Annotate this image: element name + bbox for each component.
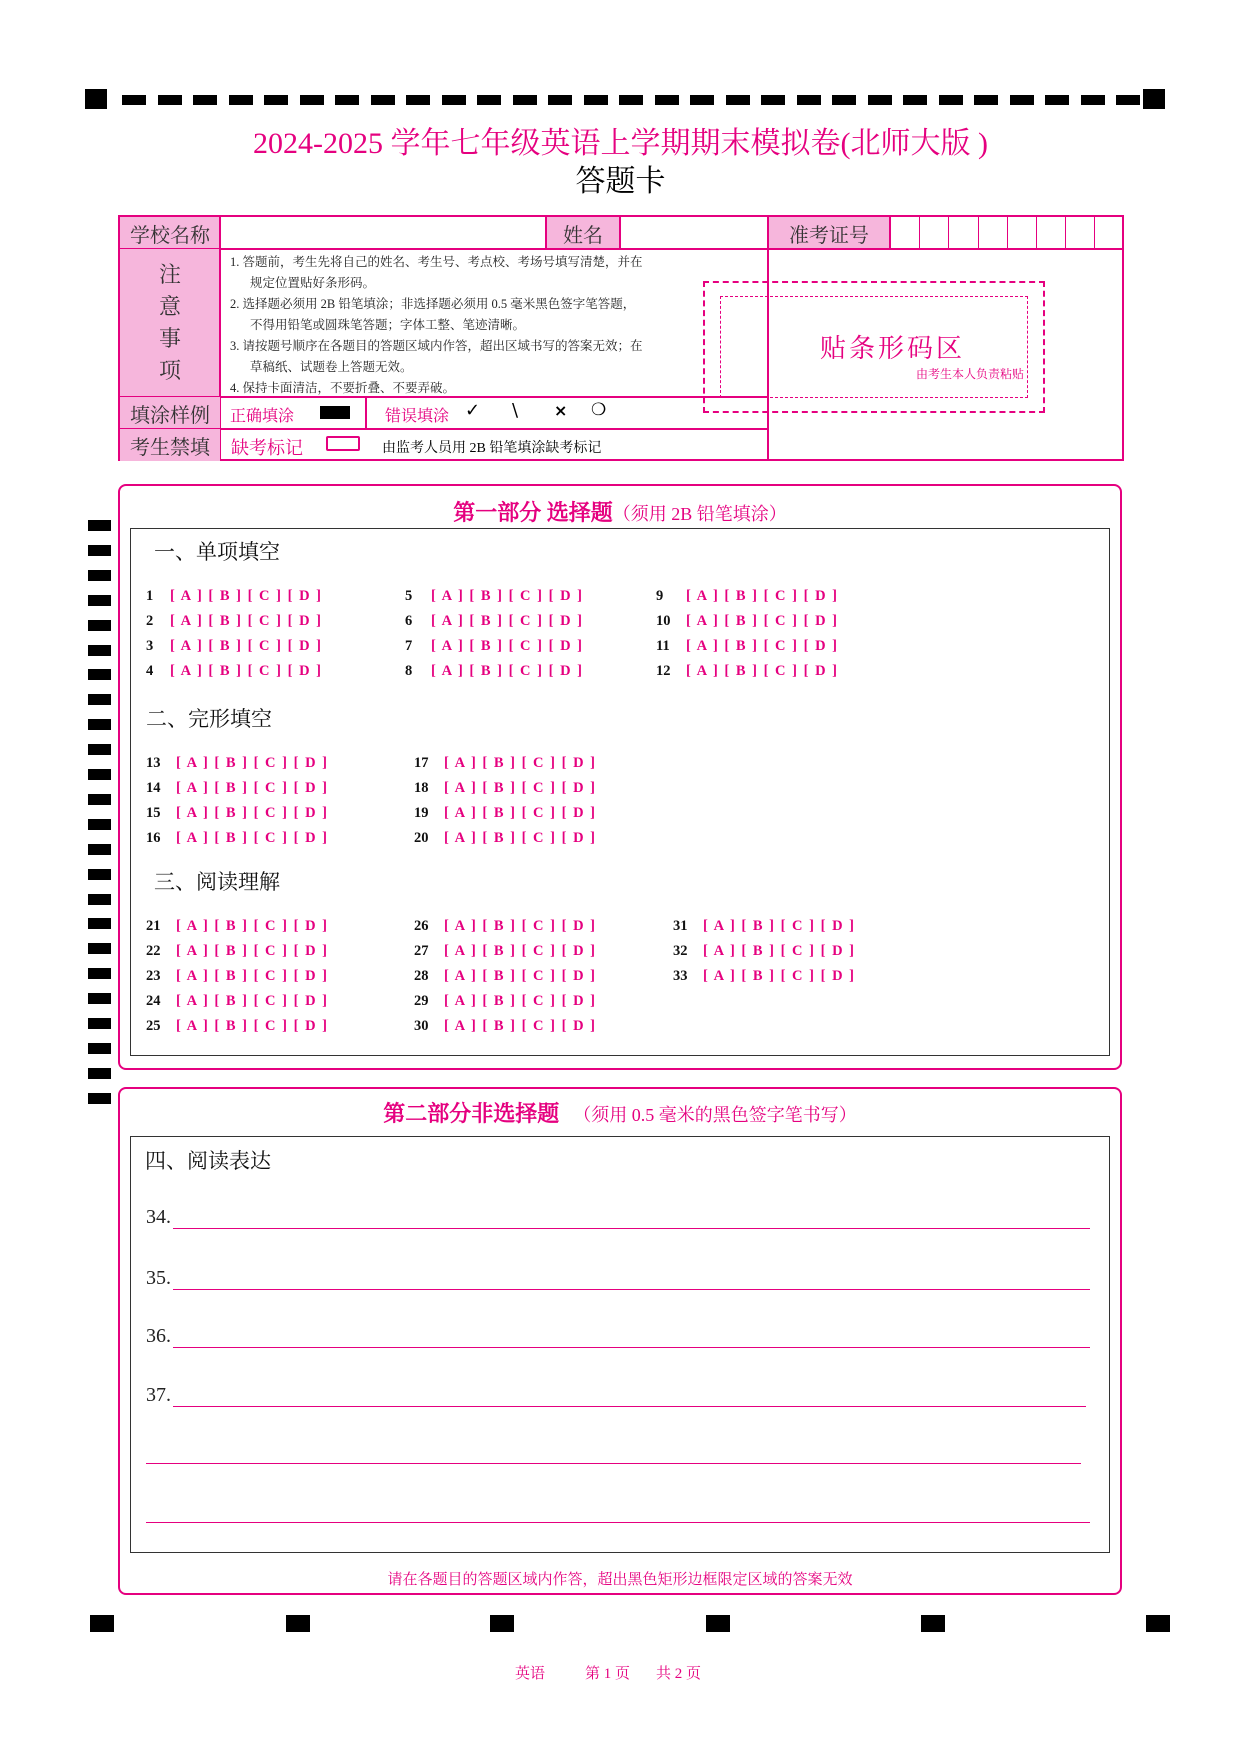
answer-options[interactable]: [ A ] [ B ] [ C ] [ D ] — [176, 779, 329, 796]
dash-mark — [406, 95, 430, 105]
wrong-mark-check-icon: ✓ — [465, 400, 481, 421]
side-mark — [88, 894, 111, 905]
side-mark — [88, 918, 111, 929]
dash-mark — [619, 95, 643, 105]
corner-mark — [1143, 89, 1165, 109]
answer-label-37: 37. — [146, 1384, 171, 1406]
question-row — [414, 1018, 597, 1035]
side-mark — [88, 869, 111, 880]
question-row — [673, 943, 856, 960]
side-mark — [88, 694, 111, 705]
question-number: 32 — [673, 942, 688, 959]
question-row — [656, 638, 839, 655]
correct-fill-label: 正确填涂 — [230, 408, 295, 425]
wrong-mark-circle-icon: ❍ — [591, 400, 607, 420]
dash-mark — [300, 95, 324, 105]
dash-mark — [974, 95, 998, 105]
question-number: 16 — [146, 829, 161, 846]
notes-label: 注 意 事 项 — [120, 249, 220, 397]
answer-options[interactable]: [ A ] [ B ] [ C ] [ D ] — [444, 829, 597, 846]
dash-mark — [264, 95, 288, 105]
question-number: 20 — [414, 829, 429, 846]
side-mark — [88, 595, 111, 606]
question-row — [146, 918, 329, 935]
dash-mark — [584, 95, 608, 105]
question-number: 27 — [414, 942, 429, 959]
dash-mark — [1045, 95, 1069, 105]
question-row — [656, 663, 839, 680]
side-mark — [88, 943, 111, 954]
answer-options[interactable]: [ A ] [ B ] [ C ] [ D ] — [431, 662, 584, 679]
question-number: 3 — [146, 637, 154, 654]
question-row — [146, 993, 329, 1010]
side-mark — [88, 844, 111, 855]
answer-options[interactable]: [ A ] [ B ] [ C ] [ D ] — [686, 637, 839, 654]
answer-options[interactable]: [ A ] [ B ] [ C ] [ D ] — [176, 804, 329, 821]
part2-answer-area — [130, 1136, 1110, 1553]
exam-id-digit-cell[interactable] — [1036, 217, 1065, 249]
question-number: 22 — [146, 942, 161, 959]
exam-id-digit-cell[interactable] — [890, 217, 919, 249]
answer-options[interactable]: [ A ] [ B ] [ C ] [ D ] — [176, 755, 329, 771]
forbidden-label: 考生禁填 — [120, 429, 220, 461]
answer-options[interactable]: [ A ] [ B ] [ C ] [ D ] — [444, 967, 597, 984]
question-number: 1 — [146, 588, 154, 604]
answer-options[interactable]: [ A ] [ B ] [ C ] [ D ] — [431, 588, 584, 604]
answer-options[interactable]: [ A ] [ B ] [ C ] [ D ] — [444, 779, 597, 796]
dash-mark — [797, 95, 821, 105]
barcode-note: 由考生本人负责粘贴 — [916, 367, 1025, 381]
answer-options[interactable]: [ A ] [ B ] [ C ] [ D ] — [176, 942, 329, 959]
question-number: 14 — [146, 779, 161, 796]
question-row — [656, 613, 839, 630]
side-mark — [88, 520, 111, 531]
question-row — [146, 613, 323, 630]
question-row — [146, 638, 323, 655]
question-row — [146, 755, 329, 772]
answer-line-37c[interactable] — [146, 1522, 1090, 1523]
barcode-title: 贴条形码区 — [820, 334, 966, 363]
answer-label-34: 34. — [146, 1206, 171, 1228]
question-row — [405, 663, 584, 680]
fill-example-label: 填涂样例 — [120, 397, 220, 429]
name-field[interactable] — [620, 217, 768, 249]
answer-options[interactable]: [ A ] [ B ] [ C ] [ D ] — [703, 942, 856, 959]
question-number: 15 — [146, 804, 161, 821]
side-mark — [88, 645, 111, 656]
answer-options[interactable]: [ A ] [ B ] [ C ] [ D ] — [444, 1017, 597, 1034]
exam-id-digit-cell[interactable] — [1094, 217, 1123, 249]
answer-options[interactable]: [ A ] [ B ] [ C ] [ D ] — [176, 829, 329, 846]
question-row — [146, 588, 323, 605]
side-mark — [88, 744, 111, 755]
dash-mark — [1010, 95, 1034, 105]
question-number: 12 — [656, 662, 671, 679]
side-mark — [88, 993, 111, 1004]
bottom-mark — [921, 1615, 945, 1632]
side-mark — [88, 570, 111, 581]
exam-id-label: 准考证号 — [768, 217, 890, 249]
answer-options[interactable]: [ A ] [ B ] [ C ] [ D ] — [170, 588, 323, 604]
correct-fill-sample — [320, 406, 350, 419]
answer-options[interactable]: [ A ] [ B ] [ C ] [ D ] — [444, 992, 597, 1009]
dash-mark — [122, 95, 146, 105]
question-row — [414, 968, 597, 985]
question-number: 10 — [656, 612, 671, 629]
dash-mark — [832, 95, 856, 105]
absent-mark-box[interactable] — [326, 436, 360, 451]
question-row — [414, 830, 597, 847]
question-row — [405, 638, 584, 655]
answer-options[interactable]: [ A ] [ B ] [ C ] [ D ] — [686, 588, 839, 604]
question-row — [414, 993, 597, 1010]
dash-mark — [335, 95, 359, 105]
section4-title: 四、阅读表达 — [145, 1149, 271, 1173]
question-row — [146, 968, 329, 985]
answer-options[interactable]: [ A ] [ B ] [ C ] [ D ] — [444, 755, 597, 771]
school-label: 学校名称 — [120, 217, 220, 249]
footer-total: 共 2 页 — [656, 1666, 702, 1682]
answer-options[interactable]: [ A ] [ B ] [ C ] [ D ] — [431, 637, 584, 654]
dash-mark — [193, 95, 217, 105]
dash-mark — [726, 95, 750, 105]
question-number: 11 — [656, 637, 670, 654]
answer-line-37b[interactable] — [146, 1463, 1081, 1464]
side-mark — [88, 819, 111, 830]
question-number: 7 — [405, 637, 413, 654]
answer-options[interactable]: [ A ] [ B ] [ C ] [ D ] — [686, 662, 839, 679]
bottom-mark — [706, 1615, 730, 1632]
question-number: 33 — [673, 967, 688, 984]
question-row — [414, 918, 597, 935]
question-number: 9 — [656, 588, 664, 604]
question-row — [146, 663, 323, 680]
question-row — [146, 780, 329, 797]
question-number: 29 — [414, 992, 429, 1009]
answer-options[interactable]: [ A ] [ B ] [ C ] [ D ] — [170, 612, 323, 629]
question-number: 30 — [414, 1017, 429, 1034]
dash-mark — [158, 95, 182, 105]
answer-options[interactable]: [ A ] [ B ] [ C ] [ D ] — [444, 804, 597, 821]
side-mark — [88, 1068, 111, 1079]
corner-mark — [85, 89, 107, 109]
question-number: 24 — [146, 992, 161, 1009]
question-number: 23 — [146, 967, 161, 984]
side-mark — [88, 545, 111, 556]
dash-mark — [868, 95, 892, 105]
exam-id-digit-cell[interactable] — [1007, 217, 1036, 249]
answer-options[interactable]: [ A ] [ B ] [ C ] [ D ] — [170, 662, 323, 679]
answer-label-36: 36. — [146, 1325, 171, 1347]
name-label: 姓名 — [546, 217, 620, 249]
question-row — [405, 588, 584, 605]
dash-mark — [655, 95, 679, 105]
top-registration-bar — [85, 89, 1165, 109]
part1-heading: 第一部分 选择题（须用 2B 铅笔填涂） — [453, 500, 787, 525]
exam-title: 2024-2025 学年七年级英语上学期期末模拟卷(北师大版 ) — [253, 127, 988, 160]
answer-options[interactable]: [ A ] [ B ] [ C ] [ D ] — [176, 992, 329, 1009]
answer-line-37[interactable] — [173, 1406, 1086, 1407]
question-number: 25 — [146, 1017, 161, 1034]
question-row — [146, 805, 329, 822]
bottom-mark — [286, 1615, 310, 1632]
wrong-mark-slash-icon: \ — [512, 400, 519, 421]
answer-options[interactable]: [ A ] [ B ] [ C ] [ D ] — [444, 918, 597, 934]
dash-mark — [513, 95, 537, 105]
dash-mark — [229, 95, 253, 105]
answer-options[interactable]: [ A ] [ B ] [ C ] [ D ] — [703, 918, 856, 934]
answer-options[interactable]: [ A ] [ B ] [ C ] [ D ] — [170, 637, 323, 654]
school-field[interactable] — [220, 217, 546, 249]
side-mark — [88, 1043, 111, 1054]
answer-line-34[interactable] — [173, 1228, 1090, 1229]
exam-id-digit-cell[interactable] — [978, 217, 1007, 249]
answer-options[interactable]: [ A ] [ B ] [ C ] [ D ] — [444, 942, 597, 959]
absent-mark-note: 由监考人员用 2B 铅笔填涂缺考标记 — [382, 441, 602, 456]
question-row — [146, 830, 329, 847]
dash-mark — [442, 95, 466, 105]
answer-line-35[interactable] — [173, 1289, 1090, 1290]
wrong-mark-cross-icon: × — [554, 401, 568, 420]
question-number: 31 — [673, 918, 688, 934]
side-mark — [88, 669, 111, 680]
question-row — [673, 968, 856, 985]
question-row — [146, 943, 329, 960]
answer-options[interactable]: [ A ] [ B ] [ C ] [ D ] — [176, 918, 329, 934]
question-number: 13 — [146, 755, 161, 771]
bottom-mark — [1146, 1615, 1170, 1632]
question-number: 17 — [414, 755, 429, 771]
bottom-mark — [90, 1615, 114, 1632]
dash-mark — [939, 95, 963, 105]
question-number: 2 — [146, 612, 154, 629]
dash-mark — [1081, 95, 1105, 105]
question-number: 26 — [414, 918, 429, 934]
question-row — [414, 943, 597, 960]
section-title: 二、完形填空 — [146, 707, 272, 731]
info-table — [118, 215, 1124, 461]
dash-mark — [371, 95, 395, 105]
answer-sheet-title: 答题卡 — [575, 165, 666, 198]
question-number: 18 — [414, 779, 429, 796]
part2-footer-note: 请在各题目的答题区域内作答，超出黑色矩形边框限定区域的答案无效 — [387, 1572, 853, 1588]
side-mark — [88, 620, 111, 631]
side-mark — [88, 968, 111, 979]
dash-mark — [548, 95, 572, 105]
answer-options[interactable]: [ A ] [ B ] [ C ] [ D ] — [431, 612, 584, 629]
question-number: 19 — [414, 804, 429, 821]
side-mark — [88, 794, 111, 805]
exam-id-digit-cell[interactable] — [1065, 217, 1094, 249]
side-mark — [88, 719, 111, 730]
answer-options[interactable]: [ A ] [ B ] [ C ] [ D ] — [176, 967, 329, 984]
question-row — [414, 755, 597, 772]
answer-options[interactable]: [ A ] [ B ] [ C ] [ D ] — [686, 612, 839, 629]
answer-line-36[interactable] — [173, 1347, 1090, 1348]
dash-mark — [761, 95, 785, 105]
question-number: 8 — [405, 662, 413, 679]
dash-mark — [690, 95, 714, 105]
question-row — [414, 780, 597, 797]
answer-label-35: 35. — [146, 1267, 171, 1289]
question-row — [414, 805, 597, 822]
question-number: 6 — [405, 612, 413, 629]
footer-page: 第 1 页 — [585, 1666, 631, 1682]
question-row — [405, 613, 584, 630]
dash-mark — [1116, 95, 1140, 105]
answer-options[interactable]: [ A ] [ B ] [ C ] [ D ] — [703, 967, 856, 984]
question-number: 5 — [405, 588, 413, 604]
section-title: 一、单项填空 — [154, 540, 280, 564]
side-mark — [88, 1093, 111, 1104]
section-title: 三、阅读理解 — [154, 870, 280, 894]
part2-heading: 第二部分非选择题 （须用 0.5 毫米的黑色签字笔书写） — [383, 1101, 857, 1126]
side-mark — [88, 1018, 111, 1029]
footer-subject: 英语 — [515, 1666, 546, 1682]
bottom-mark — [490, 1615, 514, 1632]
wrong-fill-label: 错误填涂 — [385, 408, 450, 425]
side-mark — [88, 769, 111, 780]
question-row — [673, 918, 856, 935]
question-row — [146, 1018, 329, 1035]
answer-options[interactable]: [ A ] [ B ] [ C ] [ D ] — [176, 1017, 329, 1034]
question-number: 28 — [414, 967, 429, 984]
dash-mark — [477, 95, 501, 105]
question-number: 21 — [146, 918, 161, 934]
notes-text: 1. 答题前，考生先将自己的姓名、考生号、考点校、考场号填写清楚，并在 规定位置贴好条形码。 2. 选择题必须用 2B 铅笔填涂；非选择题必须用 0.5 毫米黑色签字笔答题， 不得用铅笔或圆珠笔答题；字体工整、笔迹清晰。 3. 请按题号顺序在各题目的答题区域内作答，超出区域书写的答案无效；在 草稿纸、试题卷上答题无效。 4. 保持卡面清洁，不要折叠、不要弄破。 — [230, 255, 643, 395]
question-number: 4 — [146, 662, 154, 679]
question-row — [656, 588, 839, 605]
exam-id-digit-cell[interactable] — [919, 217, 948, 249]
absent-mark-label: 缺考标记 — [231, 438, 303, 458]
dash-mark — [903, 95, 927, 105]
exam-id-digit-cell[interactable] — [948, 217, 977, 249]
